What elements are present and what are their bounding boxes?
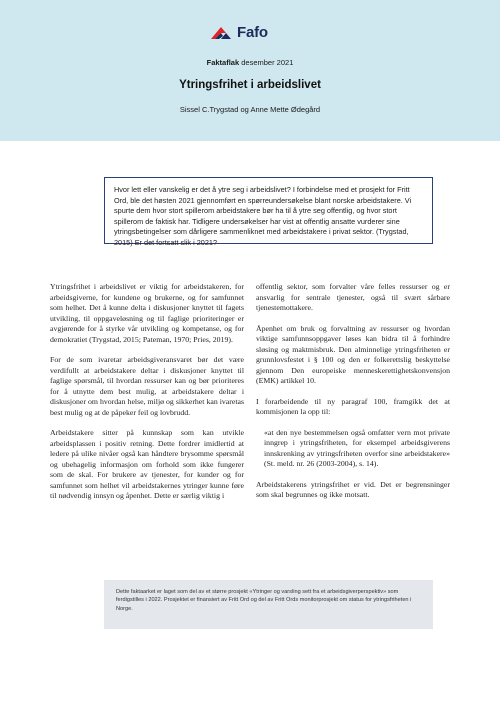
- document-title: Ytringsfrihet i arbeidslivet: [179, 79, 321, 91]
- block-quote: «at den nye bestemmelsen også omfatter vern mot private inngrep i ytringsfriheten, for eksempel arbeidsgiverens innskrenking av ytringsfriheten overfor sine arbeidstakere» (St. meld. nr. 26 (2003-2004), s. 14).: [264, 427, 450, 468]
- series-label: Faktaflak: [206, 58, 240, 67]
- series-date: desember 2021: [241, 58, 294, 67]
- logo-text: Fafo: [237, 24, 268, 41]
- header-banner: [0, 0, 500, 141]
- summary-text: Hvor lett eller vanskelig er det å ytre seg i arbeidslivet? I forbindelse med et prosjekt for Fritt Ord, ble det høsten 2021 gjennomført en spørreundersøkelse blant norske arbeidstakere. Vi spurte dem hvor stort spillerom arbeidstakere bør ha til å ytre seg offentlig, og hvor stort spillerom de faktisk har. Tidligere undersøkelser har vist at offentlig ansatte vurderer sine ytringsbetingelser som dårligere sammenliknet med arbeidstakere i privat sektor. (Trygstad, 2015) Er det fortsatt slik i 2021?: [114, 185, 412, 247]
- paragraph: Arbeidstakerens ytringsfrihet er vid. Det er begrensninger som skal begrunnes og ikke motsatt.: [256, 479, 450, 499]
- authors: Sissel C.Trygstad og Anne Mette Ødegård: [179, 105, 321, 114]
- paragraph: Arbeidstakere sitter på kunnskap som kan utvikle arbeidsplassen i positiv retning. Dette fordrer imidlertid at ledere på ulike nivåer også kan håndtere brysomme spørsmål og ubehagelig informasjon om forhold som ikke fungerer som de skal. For brukere av tjenester, for kunder og for samfunnet som helhet vil arbeidstakernes ytringer kunne føre til nødvendig innsyn og åpenhet. Dette er særlig viktig i: [50, 428, 244, 500]
- fafo-logo-icon: [209, 24, 233, 41]
- paragraph: I forarbeidende til ny paragraf 100, framgikk det at kommisjonen la opp til:: [256, 396, 450, 416]
- right-column: [256, 282, 450, 511]
- paragraph: offentlig sektor, som forvalter våre felles ressurser og er ansvarlig for sentrale tjenester, også til svært sårbare tjenestemottakere.: [256, 282, 450, 312]
- fafo-logo[interactable]: [209, 24, 268, 41]
- summary-box: [104, 177, 433, 247]
- left-column: [50, 282, 244, 512]
- paragraph: For de som ivaretar arbeidsgiveransvaret bør det være verdifullt at arbeidstakere deltar i diskusjoner knyttet til faglige spørsmål, til hvordan ressurser kan og bør prioriteres for å utnytte dem best mulig, at arbeidstakere deltar i diskusjoner om hvordan helse, miljø og sikkerhet kan ivaretas best mulig og at de påpeker feil og lovbrudd.: [50, 355, 244, 417]
- footer-note-text: Dette faktaarket er laget som del av et større prosjekt «Ytringer og varsling sett fra et arbeidsgiverperspektiv» som ferdigstilles i 2022. Prosjektet er finansiert av Fritt Ord og del av Fritt Ords monitorprosjekt om status for ytringsfriheten i Norge.: [116, 589, 412, 612]
- footer-note: [104, 580, 433, 629]
- paragraph: Ytringsfrihet i arbeidslivet er viktig for arbeidstakeren, for arbeidsgiverne, for kundene og brukerne, og for samfunnet som helhet. Det å kunne delta i diskusjoner knyttet til fagets utvikling, til oppgaveløsning og til faglige prioriteringer er avgjørende for å styrke vår utvikling og kompetanse, og for demokratiet (Trygstad, 2015; Pateman, 1970; Pries, 2019).: [50, 282, 244, 344]
- series-line: [0, 58, 500, 67]
- paragraph: Åpenhet om bruk og forvaltning av ressurser og hvordan viktige samfunnsoppgaver løses kan bidra til å forhindre sløsing og maktmisbruk. Den alminnelige ytringsfriheten er grunnlovsfestet i § 100 og den er folkerettslig beskyttelse gjennom Den europeiske menneskerettighetskonvensjon (EMK) artikkel 10.: [256, 323, 450, 385]
